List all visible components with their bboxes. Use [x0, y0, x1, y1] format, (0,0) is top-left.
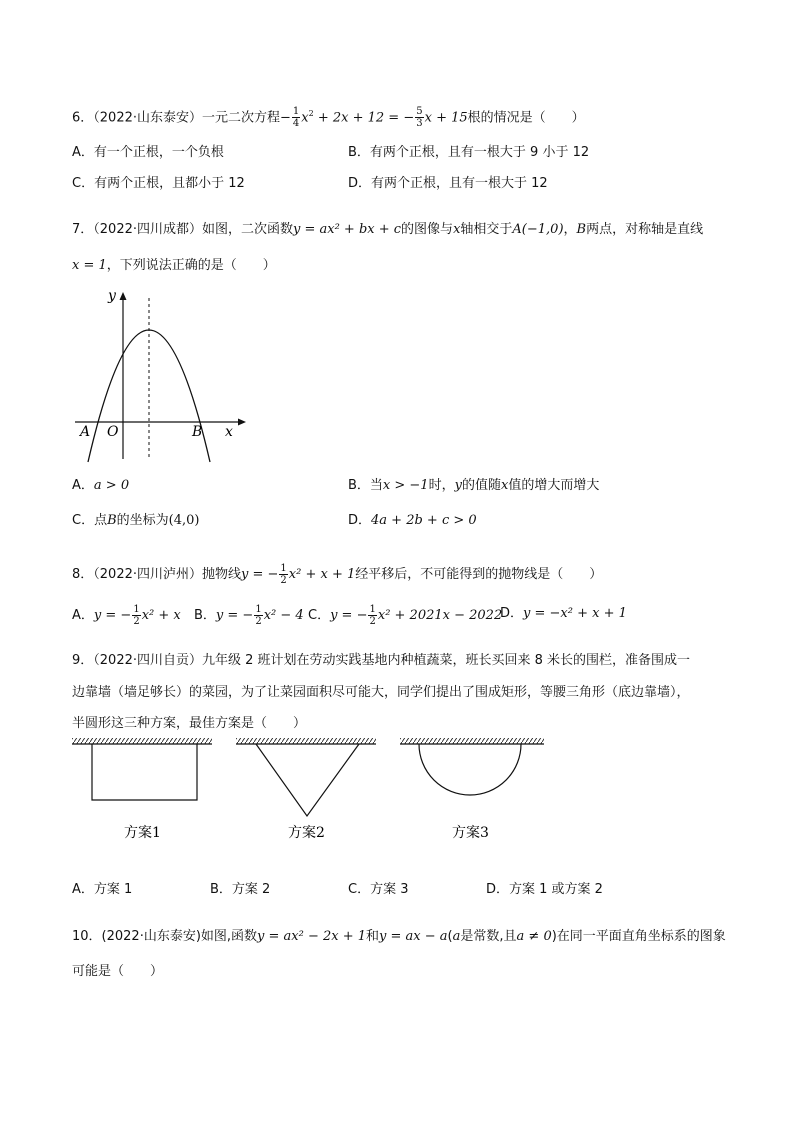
q8-option-d-math: y = −x² + x + 1 — [523, 606, 627, 621]
q10-func1: y = ax² − 2x + 1 — [257, 929, 367, 944]
q10-and: 和 — [366, 929, 380, 944]
q10-stem-line2: 可能是（ ） — [72, 964, 164, 979]
q7-option-b-label: B．当 — [348, 478, 383, 493]
q7-y-axis-arrow-icon — [120, 292, 127, 300]
q7-option-b-y: y — [454, 478, 462, 493]
q7-graph-label-x: x — [225, 424, 233, 440]
q7-option-b-mid2: 的值随 — [461, 478, 501, 493]
q7-option-b-x: x — [500, 478, 509, 493]
q7-x-axis-arrow-icon — [238, 419, 246, 426]
q8-option-c-frac-num: 1 — [369, 604, 376, 615]
q7-option-b[interactable] — [348, 476, 599, 496]
q8-func-tail: x² + x + 1 — [288, 567, 356, 582]
q7-option-b-end: 值的增大而增大 — [508, 478, 600, 493]
q9-option-c[interactable]: C．方案 3 — [348, 882, 409, 897]
q9-plan3-semicircle — [419, 744, 521, 795]
q7-stem-prefix: 7．（2022·四川成都）如图，二次函数 — [72, 222, 293, 237]
q10-stem-line1 — [72, 927, 726, 947]
q10-stem-prefix: 10．(2022·山东泰安)如图,函数 — [72, 929, 258, 944]
q8-stem-suffix: 经平移后，不可能得到的抛物线是（ ） — [355, 567, 603, 582]
q7-parabola-graph — [70, 284, 250, 464]
q7-option-b-math: x > −1 — [382, 478, 429, 493]
q8-option-a-frac — [132, 604, 140, 627]
q7-option-d[interactable] — [348, 511, 477, 531]
q7-stem-mid1: 的图像与 — [401, 222, 454, 237]
q6-option-c[interactable]: C．有两个正根，且都小于 12 — [72, 176, 245, 191]
q9-stem-line1: 9．（2022·四川自贡）九年级 2 班计划在劳动实践基地内种植蔬菜，班长买回来 8 米长的围栏，准备围成一 — [72, 653, 691, 668]
q7-option-d-math: 4a + 2b + c > 0 — [371, 513, 477, 528]
q7-option-c[interactable] — [72, 511, 199, 531]
q9-plan2-triangle — [256, 744, 359, 816]
q6-stem-suffix: 根的情况是（ ） — [467, 110, 585, 126]
q6-frac-1-num: 1 — [292, 106, 300, 118]
q7-x-var: x — [453, 222, 461, 237]
q6-option-d[interactable]: D．有两个正根，且有一根大于 12 — [348, 176, 548, 191]
q8-stem-prefix: 8．（2022·四川泸州）抛物线 — [72, 567, 241, 582]
q9-wall-2 — [236, 738, 376, 744]
q10-func2: y = ax − a — [379, 929, 448, 944]
q7-option-a-math: a > 0 — [93, 478, 130, 493]
q7-graph-label-a: A — [80, 424, 91, 440]
q7-option-a-label: A． — [72, 478, 94, 493]
q7-option-b-mid: 时， — [428, 478, 455, 493]
q9-stem-line3: 半圆形这三种方案，最佳方案是（ ） — [72, 716, 307, 731]
q6-stem — [72, 104, 585, 129]
q8-option-b-label: B． — [194, 608, 216, 623]
q6-eq-var: x — [301, 110, 309, 126]
q7-graph-label-b: B — [192, 424, 203, 440]
q8-option-a-tail: x² + x — [141, 608, 181, 623]
q8-option-c-tail: x² + 2021x − 2022 — [377, 608, 503, 623]
q9-caption-2: 方案2 — [288, 825, 325, 841]
q8-option-a-label: A． — [72, 608, 94, 623]
q8-stem — [72, 563, 602, 586]
q8-option-d[interactable] — [500, 604, 627, 624]
q8-option-a-frac-num: 1 — [133, 604, 140, 615]
q9-plan1-rectangle — [92, 744, 197, 800]
q7-option-d-label: D． — [348, 513, 372, 528]
q6-frac-1-den: 4 — [292, 118, 300, 130]
q7-point-b: B — [576, 222, 587, 237]
q10-paren-open: ( — [447, 929, 453, 944]
q8-option-a-lead: y = − — [93, 608, 132, 623]
q9-caption-1: 方案1 — [124, 825, 161, 841]
q10-cond: a ≠ 0 — [516, 929, 552, 944]
q8-option-c[interactable] — [308, 604, 502, 627]
q10-mid: 是常数,且 — [460, 929, 517, 944]
q6-eq-exp: 2 — [308, 109, 314, 118]
q6-frac-2 — [415, 106, 423, 129]
q9-stem-line2: 边靠墙（墙足够长）的菜园，为了让菜园面积尽可能大，同学们提出了围成矩形，等腰三角形（底边靠墙）， — [72, 685, 690, 700]
q6-stem-prefix: 6．（2022·山东泰安）一元二次方程 — [72, 110, 280, 126]
q8-option-c-label: C． — [308, 608, 331, 623]
q8-option-b-lead: y = − — [215, 608, 254, 623]
q7-stem-mid2: 轴相交于 — [460, 222, 513, 237]
q7-stem-mid4: 两点，对称轴是直线 — [586, 222, 704, 237]
q7-func: y = ax² + bx + c — [293, 222, 402, 237]
q8-option-a[interactable] — [72, 604, 181, 627]
q8-option-a-frac-den: 2 — [133, 616, 140, 627]
q7-graph-label-y: y — [108, 288, 116, 304]
q7-option-c-math: (4,0) — [168, 513, 200, 528]
q9-option-d[interactable]: D．方案 1 或方案 2 — [486, 882, 603, 897]
q6-option-a[interactable]: A．有一个正根，一个负根 — [72, 145, 224, 160]
q9-plans-figure — [70, 736, 550, 846]
q10-tail: )在同一平面直角坐标系的图象 — [551, 929, 726, 944]
q8-func-lead: y = − — [241, 567, 279, 582]
q6-eq-tail: x + 15 — [424, 110, 468, 126]
q9-option-b[interactable]: B．方案 2 — [210, 882, 271, 897]
q8-frac-num: 1 — [280, 563, 287, 574]
q7-option-a[interactable] — [72, 476, 129, 496]
q9-caption-3: 方案3 — [452, 825, 489, 841]
q6-eq-sign: − — [280, 110, 291, 126]
q7-stem-line1 — [72, 220, 703, 240]
q8-option-b[interactable] — [194, 604, 304, 627]
q8-option-b-frac-num: 1 — [255, 604, 262, 615]
q6-option-b[interactable]: B．有两个正根，且有一根大于 9 小于 12 — [348, 145, 590, 160]
q8-option-b-frac-den: 2 — [255, 616, 262, 627]
q6-frac-2-den: 3 — [416, 118, 423, 130]
q8-frac — [279, 563, 287, 586]
q9-wall-1 — [72, 738, 212, 744]
q7-stem-line2 — [72, 256, 276, 276]
q6-frac-2-num: 5 — [416, 106, 423, 118]
q7-option-c-label: C．点 — [72, 513, 108, 528]
q7-graph-label-o: O — [107, 424, 119, 440]
q7-stem-rest: ，下列说法正确的是（ ） — [106, 258, 276, 273]
q10-a-var: a — [452, 929, 461, 944]
q8-option-c-frac — [368, 604, 376, 627]
q7-point-a: A(−1,0) — [512, 222, 564, 237]
q9-wall-3 — [400, 738, 544, 744]
q9-option-a[interactable]: A．方案 1 — [72, 882, 133, 897]
q8-option-b-tail: x² − 4 — [263, 608, 304, 623]
q8-option-d-label: D． — [500, 606, 524, 621]
q7-option-c-b: B — [107, 513, 117, 528]
q6-eq-mid: + 2x + 12 = − — [313, 110, 415, 126]
q8-option-c-lead: y = − — [330, 608, 368, 623]
q7-stem-mid3: ， — [563, 222, 577, 237]
q8-option-c-frac-den: 2 — [369, 616, 376, 627]
q7-axis-eq: x = 1 — [72, 258, 107, 273]
q6-frac-1 — [292, 106, 300, 129]
q7-option-c-mid: 的坐标为 — [116, 513, 169, 528]
q8-frac-den: 2 — [280, 575, 287, 586]
q8-option-b-frac — [254, 604, 262, 627]
